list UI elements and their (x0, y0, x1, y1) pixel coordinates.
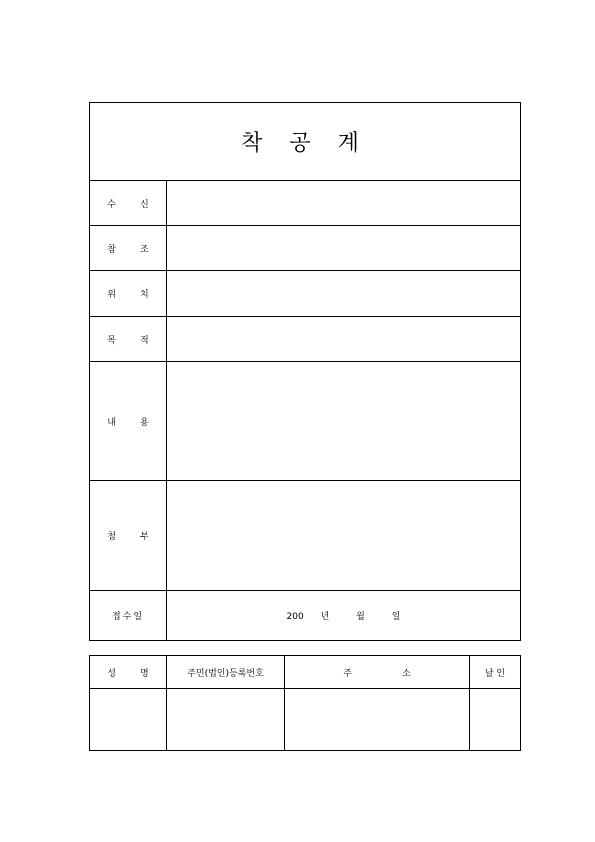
address-header: 주 소 (285, 656, 470, 689)
receipt-date-label: 접수일 (90, 591, 167, 641)
name-header: 성 명 (90, 656, 167, 689)
applicant-table (89, 655, 521, 751)
seal-field[interactable] (470, 689, 521, 751)
attachment-label: 첨 부 (90, 481, 167, 591)
recipient-label: 수 신 (90, 181, 167, 226)
name-field[interactable] (90, 689, 167, 751)
form-title: 착 공 계 (90, 103, 521, 181)
purpose-label: 목 적 (90, 317, 167, 362)
construction-start-form (89, 102, 521, 641)
reference-field[interactable] (167, 226, 521, 271)
recipient-field[interactable] (167, 181, 521, 226)
reference-label: 참 조 (90, 226, 167, 271)
location-label: 위 치 (90, 271, 167, 317)
location-field[interactable] (167, 271, 521, 317)
date-day-label: 일 (391, 612, 401, 622)
attachment-field[interactable] (167, 481, 521, 591)
date-year-prefix: 200 (286, 612, 304, 622)
date-year-label: 년 (320, 612, 330, 622)
seal-header: 날 인 (470, 656, 521, 689)
content-field[interactable] (167, 362, 521, 481)
address-field[interactable] (285, 689, 470, 751)
purpose-field[interactable] (167, 317, 521, 362)
receipt-date-field[interactable] (167, 591, 521, 641)
date-month-label: 월 (356, 612, 365, 622)
content-label: 내 용 (90, 362, 167, 481)
registration-number-field[interactable] (167, 689, 285, 751)
registration-number-header: 주민(법인)등록번호 (167, 656, 285, 689)
